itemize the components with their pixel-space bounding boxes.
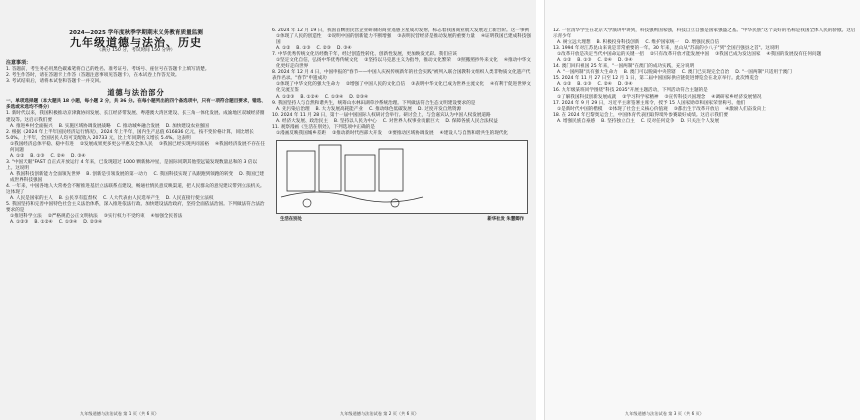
answer-option: ②发展成果更多更公平惠及全体人民	[79, 141, 153, 147]
page-footer: 九年级道德与法治试卷 第 2 页（共 6 页）	[340, 411, 419, 416]
answer-option: ③照搬照抄外来文化	[457, 58, 498, 64]
question-stem: 18. 在 2024 年巴黎奥运会上，中国体育代表团取得境外参赛最好成绩。这启示我们要	[553, 112, 728, 118]
question-stem: 2. 根据《2024 年上半年国民经济运行情况》，2024 年上半年，国内生产总值 616836 亿元，按不变价格计算，同比增长 5.0%。上半年，全国居民人均可支配收入 20733 元，比上年同期名义增长 5.4%。这表明	[6, 129, 254, 141]
answer-option: ②坚持以马克思主义为指导，推动文化繁荣	[364, 58, 452, 64]
answer-option: ②学习科学家精神	[622, 94, 659, 100]
note-item: 2. 考生作答时，请在答题卡上作答（答题注意事项见答题卡），在本试卷上作答无效。	[6, 73, 180, 79]
answer-option: B. ①③	[296, 46, 311, 52]
question-stem: 16. 九年级某班同学围绕"科技 2035"开展主题活动，下列活动符合主题的是	[553, 88, 708, 94]
answer-option: ③表明中华文化已成为世界主流文化	[411, 82, 485, 88]
answer-option: ④建设人与自然和谐共生的现代化	[439, 130, 509, 136]
question-list-2	[272, 28, 532, 137]
answer-option: A. "一国两制"具有强大生命力	[557, 70, 618, 76]
answer-option: ④证明我国已建成科技强国	[276, 34, 531, 46]
answer-options	[6, 142, 266, 154]
answer-option: D. ②③④	[349, 94, 369, 100]
answer-option: B. 澳门可以脱离中央管辖	[623, 70, 676, 76]
answer-option: A. 推进乡村全面振兴	[10, 123, 53, 129]
answer-option: D. 过度开发自然资源	[417, 106, 462, 112]
answer-option: ①是新时代中国的楷模	[557, 106, 603, 112]
exam-sheet-right	[544, 0, 860, 420]
answer-option: ③都出生于改革开放后	[673, 106, 720, 112]
answer-option: D. 增强民族自信	[685, 40, 720, 46]
question-stem: 14. 澳门回归祖国 25 年来，"一国两制"在澳门的成功实践，充分说明	[553, 64, 695, 70]
answer-option: C. 推动城乡融合发展	[116, 123, 160, 129]
answer-option: B. 坚持以人民为中心	[333, 118, 377, 124]
answer-option: ②增强了中国人民的文化自信	[345, 82, 406, 88]
answer-option: C. ②④	[597, 82, 612, 88]
answer-option: C. ②③	[316, 46, 331, 52]
note-item: 3. 考试结束后，请将本试卷和答题卡一并交回。	[6, 79, 104, 85]
answer-option: B. ①③	[577, 82, 592, 88]
exam-subtitle: （满分 150 分，考试时间 150 分钟）	[96, 48, 176, 54]
answer-option: B. ①③	[577, 58, 592, 64]
answer-options	[6, 172, 266, 184]
answer-option: C. 对世界人权事业贡献巨大	[382, 118, 440, 124]
answer-option: ③表明民营经济是推动发展的重要力量	[397, 34, 475, 40]
answer-option: A. ①②	[557, 58, 572, 64]
answer-option: D. ③④	[336, 46, 352, 52]
question-stem: 8. 2024 年 12 月 4 日，中国申报的"春节——中国人庆祝传统新年的社会实践"被列入联合国教科文组织人类非物质文化遗产代表作名录。"春节"申遗成功	[272, 70, 531, 82]
answer-option: ③宣传科技兴国理念	[664, 94, 706, 100]
answer-options	[272, 58, 532, 70]
answer-option: D. ②③④	[83, 220, 103, 226]
question-stem: 5. 我国坚持和完善中国特色社会主义法治体系，深入推进依法行政、加快建设法治政府，坚持全面依法治国。下列做法符合法治要求的是	[6, 202, 265, 214]
question-stem: 10. 2024 年 11 月 28 日，第十一届中国国际人权研讨会举行。研讨会上，与会嘉宾认为中国人权发展道路	[272, 112, 491, 118]
answer-options	[272, 82, 532, 94]
column-page-3	[553, 28, 856, 408]
answer-option: ④加强全民普法	[150, 214, 183, 220]
answer-options	[6, 220, 266, 226]
answer-option: ①坚定文化自信，弘扬中华优秀传统文化	[276, 58, 359, 64]
answer-option: ④有利于促进世界文化交流互鉴	[276, 82, 531, 94]
answer-option: ③要推动区域协调发展	[388, 130, 434, 136]
answer-option: ③我国已经实现共同富裕	[158, 141, 209, 147]
cartoon-image	[276, 140, 528, 214]
answer-option: ①体现了人民的创造性	[276, 34, 322, 40]
answer-option: ②只有改革开放才能发展中国	[649, 52, 710, 58]
question-stem: 17. 2024 年 9 月 29 日，习近平主席签署主席令，授予 15 人国家勋章和国家荣誉称号。他们	[553, 100, 746, 106]
answer-options	[272, 131, 532, 137]
answer-option: ①改革开放是决定当代中国命运的关键一招	[557, 52, 644, 58]
answer-option: B. 积极投身科技创新	[596, 40, 640, 46]
part-one-instruction: 一、单项选择题（本大题共 18 小题，每小题 2 分，共 36 分。在每小题列出的四个备选项中，只有一项符合题目要求，错选、多选或未选均不得分）	[6, 99, 266, 111]
answer-option: A. 人民是国家的主人	[10, 196, 53, 202]
question-stem: 7. 中华优秀传统文化历经数千年，经过创造性转化、创新性发展，更加焕发光彩。我们应该	[272, 52, 458, 58]
answer-option: B. 公民享有监督权	[58, 196, 97, 202]
question-stem: 4. 一年来，中国各地人大常委会不断推进基层立法联系点建设，畅通社情民意反映渠道，把人民群众的意见建议带到立法机关。这体现了	[6, 184, 265, 196]
answer-option: A. 先污染后治理	[276, 106, 310, 112]
answer-option: A. ①②③	[276, 94, 295, 100]
answer-option: C. 维护国家统一	[645, 40, 680, 46]
answer-option: ④激励人们奋发向上	[725, 106, 767, 112]
exam-header-line: 2024—2025 学年度秋季学期期末义务教育质量监测	[69, 30, 203, 36]
answer-option: D. 加快建设农业强国	[165, 123, 209, 129]
answer-option: C. ①③④	[324, 94, 344, 100]
answer-option: B. 大力发展高耗能产业	[315, 106, 363, 112]
answer-option: ④我国经济发展不存在任何问题	[10, 141, 265, 153]
answer-option: D. 人民直接行使立法权	[165, 196, 214, 202]
question-stem: 13. 1994 年对江苏昆山来说是非常重要的一年。30 年来，昆山从"苏南的小八子"到"全国百强县之首"。这说明	[553, 46, 780, 52]
question-list-1	[6, 111, 266, 226]
answer-option: ②严格规范公正文明执法	[47, 214, 98, 220]
answer-option: A. 经济大发展、政治民主	[276, 118, 328, 124]
answer-option: B. ①②④	[34, 220, 53, 226]
note-item: 1. 答题前，考生务必用黑色碳素笔将自己的姓名、准考证号、考场号、座位号在答题卡上填写清楚。	[6, 67, 210, 73]
column-page-2	[272, 28, 532, 408]
answer-option: ③实行权力不受约束	[103, 214, 145, 220]
answer-option: C. ②④	[50, 153, 65, 159]
question-stem: 11. 观察漫画《生活在别处》，下列选项中正确的是	[272, 124, 375, 130]
answer-option: ①体现了中华文化的强大生命力	[276, 82, 340, 88]
answer-option: B. 创新是引领发展的第一动力	[86, 171, 148, 177]
answer-option: C. ①③④	[58, 220, 78, 226]
answer-options	[553, 119, 856, 125]
answer-option: B. 实施区域协调发展战略	[58, 123, 111, 129]
answer-option: ④我国的发展没有任何问题	[766, 52, 822, 58]
page-footer: 九年级道德与法治试卷 第 1 页（共 6 页）	[80, 411, 159, 416]
answer-option: ③我国已成为发达国家	[715, 52, 761, 58]
answer-option: A. 我国科技创新能力全面领先世界	[10, 171, 81, 177]
exam-title: 九年级道德与法治、历史	[70, 36, 202, 50]
question-stem: 1. 新时代以来，我国积极推动京津冀协同发展、长江经济带发展、粤港澳大湾区建设、长三角一体化发展、成渝地区双城经济圈建设等。这启示我们要	[6, 111, 265, 123]
answer-option: D. ③④	[617, 58, 633, 64]
answer-option: B. 坚持独立自主	[601, 118, 635, 124]
answer-option: B. ①③	[30, 153, 45, 159]
answer-option: ④调研家乡经济发展情况	[711, 94, 762, 100]
answer-option: A. ①②	[557, 82, 572, 88]
question-stem: 3. "中国天眼"FAST 自正式开放运行 4 年来，已发现超过 1000 颗新脉冲星，是国际同期其他望远镜发现数量总和的 3 倍以上。这说明	[6, 159, 258, 171]
answer-option: ②推动新时代西部大开发	[332, 130, 383, 136]
answer-option: ④推动中华文化更好走向世界	[276, 58, 531, 70]
notes-heading: 注意事项：	[6, 60, 32, 67]
question-stem: 9. 我国坚持人与自然和谐共生，统筹山水林田湖草沙系统治理。下列做法符合生态文明建设要求的是	[272, 100, 476, 106]
answer-option: ①我国经济总体平稳、稳中有进	[10, 141, 74, 147]
answer-options	[272, 34, 532, 46]
answer-option: C. 澳门已实现完全自治	[681, 70, 730, 76]
answer-option: D. 我国已建成世界科技强国	[10, 171, 264, 183]
page-footer: 九年级道德与法治试卷 第 3 页（共 6 页）	[625, 411, 704, 416]
answer-option: ②说明中国的创新能力不断增强	[327, 34, 392, 40]
answer-option: A. 增强民族自豪感	[557, 118, 596, 124]
answer-option: C. ②④	[597, 58, 612, 64]
answer-option: ①推进科学立法	[10, 214, 42, 220]
answer-option: D. ③④	[70, 153, 86, 159]
answer-option: C. 推动绿色低碳发展	[368, 106, 412, 112]
answer-option: ①漫画反映我国城乡差距	[276, 130, 327, 136]
question-list-3	[553, 28, 856, 125]
question-stem: 6. 2024 年 12 月 19 日，我国首颗由民营企业研制的商业遥感卫星成功发射，标志着我国商业航天发展迈上新台阶。这一事例	[272, 28, 530, 33]
answer-option: A. ①②③	[10, 220, 29, 226]
cartoon-caption-title: 生活在别处	[280, 216, 302, 222]
answer-option: ①了解我国科技创新发展成就	[557, 94, 617, 100]
question-stem: 12. 一位清华学生在北京大学演讲中讲到，科技强则国家强，科技自立自强是国家强盛之基。"中华民族"这个美好的名称是我国全体人民的骄傲。这启示青少年	[553, 28, 856, 40]
answer-option: C. 反对任何竞争	[640, 118, 675, 124]
answer-option: C. 我国科技实现了从跟跑到领跑的转变	[153, 171, 234, 177]
question-stem: 15. 2024 年 11 月 27 日至 12 月 1 日，第二届中国国际供应链促进博览会在北京举行。此次博览会	[553, 76, 759, 82]
answer-option: A. ①②	[276, 46, 291, 52]
answer-option: ②体现了社会主义核心价值观	[608, 106, 668, 112]
cartoon-caption-credit: 新华社发 朱慧卿作	[487, 216, 524, 222]
answer-option: B. ①②④	[300, 94, 319, 100]
answer-option: D. 保障各族人民合法权益	[445, 118, 498, 124]
answer-option: D. 只关注个人发展	[680, 118, 720, 124]
answer-option: D. ③④	[617, 82, 633, 88]
cartoon-drawing	[277, 141, 427, 213]
answer-options	[272, 119, 532, 125]
answer-option: D. "一国两制"只适用于澳门	[735, 70, 792, 76]
column-page-1	[6, 28, 266, 408]
answer-option: C. 人大代表由人民选举产生	[102, 196, 160, 202]
answer-option: A. 树立远大理想	[557, 40, 591, 46]
answer-option: A. ①②	[10, 153, 25, 159]
section-title: 道德与法治部分	[107, 88, 165, 98]
